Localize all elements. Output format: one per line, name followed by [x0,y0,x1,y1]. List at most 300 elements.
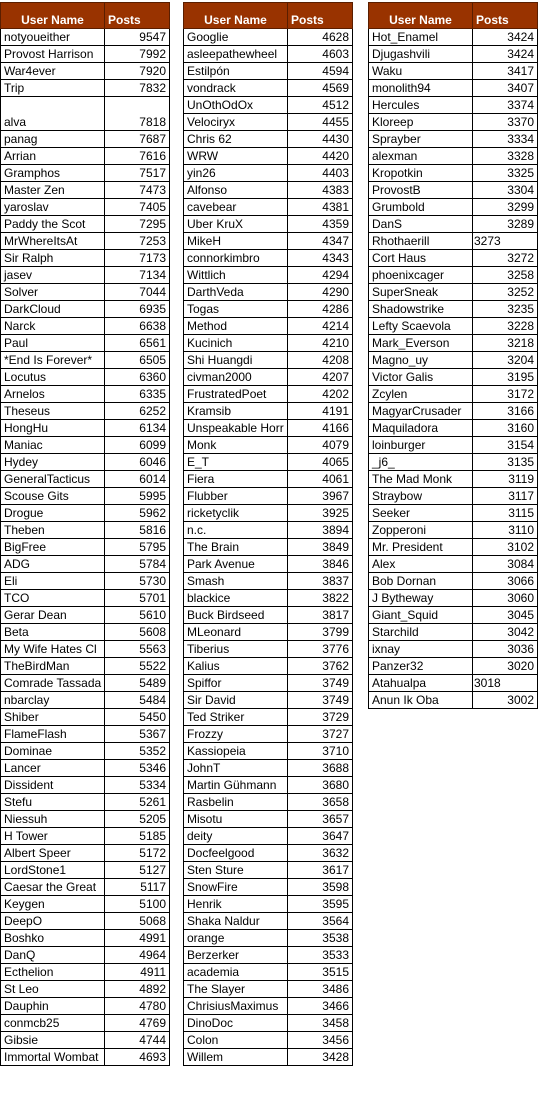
table-row [1,811,170,828]
posts-cell: 3252 [473,284,538,301]
user-name-cell: Victor Galis [369,369,473,386]
posts-cell: 7818 [105,97,170,131]
table-row [1,46,170,63]
user-name-cell: SuperSneak [369,284,473,301]
table-row [184,811,353,828]
table-row [369,301,538,318]
user-name-cell: FlameFlash [1,726,105,743]
user-name-cell: Kramsib [184,403,288,420]
posts-cell: 3822 [288,590,353,607]
table-row [369,692,538,709]
table-row [1,386,170,403]
posts-cell: 3304 [473,182,538,199]
table-row [184,692,353,709]
table-row [184,250,353,267]
posts-cell: 3235 [473,301,538,318]
user-name-cell: Narck [1,318,105,335]
table-row [1,471,170,488]
user-name-cell: Ted Striker [184,709,288,726]
posts-cell: 7134 [105,267,170,284]
posts-cell: 3084 [473,556,538,573]
table-row [1,1049,170,1066]
table-row [1,930,170,947]
user-name-cell: Immortal Wombat [1,1049,105,1066]
user-name-cell: Comrade Tassada [1,675,105,692]
user-name-cell: Waku [369,63,473,80]
table-row [184,199,353,216]
table-row [1,437,170,454]
posts-cell: 5172 [105,845,170,862]
user-name-cell: Spiffor [184,675,288,692]
table-row [369,182,538,199]
posts-cell: 3135 [473,454,538,471]
user-name-cell: Flubber [184,488,288,505]
user-name-cell: Park Avenue [184,556,288,573]
posts-cell: 4744 [105,1032,170,1049]
posts-cell: 3160 [473,420,538,437]
user-name-cell: Alex [369,556,473,573]
posts-cell: 4892 [105,981,170,998]
user-name-cell: Mark_Everson [369,335,473,352]
user-name-cell: Keygen [1,896,105,913]
user-name-cell: ADG [1,556,105,573]
user-name-cell: Kucinich [184,335,288,352]
table-row [1,335,170,352]
table-row [184,114,353,131]
user-name-cell: Monk [184,437,288,454]
table-row [1,420,170,437]
posts-cell: 3647 [288,828,353,845]
table-row [1,947,170,964]
user-name-cell: Fiera [184,471,288,488]
user-name-cell: Seeker [369,505,473,522]
table-row [184,726,353,743]
table-row [369,114,538,131]
user-name-cell: Master Zen [1,182,105,199]
posts-cell: 7044 [105,284,170,301]
table-row [184,454,353,471]
table-row [369,522,538,539]
table-row [1,726,170,743]
posts-cell: 4430 [288,131,353,148]
posts-cell: 3258 [473,267,538,284]
table-row [184,930,353,947]
table-row [369,352,538,369]
posts-cell: 3710 [288,743,353,760]
table-row [184,862,353,879]
user-name-cell: deity [184,828,288,845]
posts-cell: 3595 [288,896,353,913]
table-row [184,1032,353,1049]
posts-cell: 3060 [473,590,538,607]
posts-cell: 3727 [288,726,353,743]
table-row [1,318,170,335]
user-name-cell: The Brain [184,539,288,556]
posts-cell: 3172 [473,386,538,403]
posts-cell: 7992 [105,46,170,63]
user-name-header: User Name [369,3,473,29]
user-name-cell: Berzerker [184,947,288,964]
user-name-cell: Giant_Squid [369,607,473,624]
user-name-cell: Boshko [1,930,105,947]
user-name-cell: loinburger [369,437,473,454]
table-row [369,437,538,454]
table-row [1,692,170,709]
table-row [184,624,353,641]
user-name-cell: Sir Ralph [1,250,105,267]
user-name-cell: Buck Birdseed [184,607,288,624]
table-row [1,505,170,522]
user-name-cell: LordStone1 [1,862,105,879]
table-row [369,454,538,471]
posts-cell: 3102 [473,539,538,556]
posts-cell: 5367 [105,726,170,743]
table-row [369,641,538,658]
table-row [184,182,353,199]
user-name-cell: Martin Gühmann [184,777,288,794]
posts-cell: 4214 [288,318,353,335]
table-row [184,556,353,573]
posts-header: Posts [473,3,538,29]
table-row [1,131,170,148]
user-name-cell: WRW [184,148,288,165]
user-name-cell: ricketyclik [184,505,288,522]
user-name-cell: Chris 62 [184,131,288,148]
posts-cell: 3849 [288,539,353,556]
user-name-cell: SnowFire [184,879,288,896]
posts-cell: 3119 [473,471,538,488]
user-name-cell: Djugashvili [369,46,473,63]
user-name-cell: Lancer [1,760,105,777]
user-name-cell: Method [184,318,288,335]
user-name-cell: The Mad Monk [369,471,473,488]
posts-cell: 6638 [105,318,170,335]
user-name-cell: Solver [1,284,105,301]
user-name-cell: alexman [369,148,473,165]
user-name-cell: yin26 [184,165,288,182]
table-row [1,29,170,46]
table-row [184,845,353,862]
user-name-cell: MikeH [184,233,288,250]
table-row [1,352,170,369]
user-name-cell: War4ever [1,63,105,80]
user-name-cell: HongHu [1,420,105,437]
table-row [1,522,170,539]
posts-cell: 4359 [288,216,353,233]
table-row [369,46,538,63]
posts-cell: 4991 [105,930,170,947]
user-name-cell: JohnT [184,760,288,777]
posts-cell: 4191 [288,403,353,420]
user-name-cell: Sir David [184,692,288,709]
user-name-cell: Theseus [1,403,105,420]
user-name-cell: ProvostB [369,182,473,199]
user-name-cell: alva [1,97,105,131]
user-name-cell: Stefu [1,794,105,811]
table-row [369,505,538,522]
posts-cell: 4207 [288,369,353,386]
posts-header: Posts [105,3,170,29]
posts-cell: 3533 [288,947,353,964]
user-name-cell: H Tower [1,828,105,845]
posts-cell: 3776 [288,641,353,658]
posts-cell: 3370 [473,114,538,131]
posts-cell: 5795 [105,539,170,556]
table-row [184,539,353,556]
posts-cell: 4383 [288,182,353,199]
posts-cell: 6046 [105,454,170,471]
posts-cell: 3117 [473,488,538,505]
table-row [184,743,353,760]
table-row [369,199,538,216]
posts-cell: 6561 [105,335,170,352]
user-name-cell: Zopperoni [369,522,473,539]
table-row [369,556,538,573]
table-row [1,488,170,505]
user-name-cell: Hydey [1,454,105,471]
user-name-cell: DarkCloud [1,301,105,318]
posts-cell: 3154 [473,437,538,454]
table-row [369,590,538,607]
posts-cell: 3466 [288,998,353,1015]
user-name-cell: n.c. [184,522,288,539]
user-name-cell: Grumbold [369,199,473,216]
table-row [1,80,170,97]
posts-cell: 7517 [105,165,170,182]
table-row [184,760,353,777]
table-row [1,709,170,726]
posts-cell: 3817 [288,607,353,624]
user-name-cell: Maniac [1,437,105,454]
table-row [184,590,353,607]
user-name-cell: Wittlich [184,267,288,284]
user-name-cell: Arrian [1,148,105,165]
user-name-cell: orange [184,930,288,947]
user-name-cell: Zcylen [369,386,473,403]
posts-cell: 4403 [288,165,353,182]
posts-cell: 6014 [105,471,170,488]
user-name-cell: Maquiladora [369,420,473,437]
posts-cell: 4769 [105,1015,170,1032]
user-name-cell: civman2000 [184,369,288,386]
table-row [1,981,170,998]
table-row [184,403,353,420]
user-name-cell: Willem [184,1049,288,1066]
user-name-cell: Kloreep [369,114,473,131]
user-name-cell: E_T [184,454,288,471]
posts-cell: 4964 [105,947,170,964]
table-row [184,607,353,624]
posts-cell: 5816 [105,522,170,539]
user-name-cell: FrustratedPoet [184,386,288,403]
posts-cell: 3228 [473,318,538,335]
table-row [1,284,170,301]
user-name-cell: Dissident [1,777,105,794]
table-row [184,794,353,811]
table-row [184,998,353,1015]
table-row [1,1032,170,1049]
user-name-cell: Tiberius [184,641,288,658]
table-row [184,301,353,318]
table-row [184,1049,353,1066]
posts-cell: 3272 [473,250,538,267]
table-row [1,556,170,573]
posts-cell: 6360 [105,369,170,386]
user-name-cell: cavebear [184,199,288,216]
table-row [184,947,353,964]
table-row [369,335,538,352]
posts-cell: 4210 [288,335,353,352]
posts-cell: 7616 [105,148,170,165]
posts-cell: 3374 [473,97,538,114]
posts-cell: 3729 [288,709,353,726]
posts-table-2 [183,2,353,1066]
posts-cell: 6935 [105,301,170,318]
table-row [1,216,170,233]
table-row [184,709,353,726]
user-name-cell: yaroslav [1,199,105,216]
posts-cell: 3018 [473,675,538,692]
table-row [184,573,353,590]
posts-cell: 4455 [288,114,353,131]
table-row [369,318,538,335]
user-name-cell: nbarclay [1,692,105,709]
user-name-cell: Docfeelgood [184,845,288,862]
table-row [1,964,170,981]
posts-cell: 5450 [105,709,170,726]
posts-cell: 3002 [473,692,538,709]
posts-cell: 7295 [105,216,170,233]
posts-cell: 4603 [288,46,353,63]
table-row [184,1015,353,1032]
posts-cell: 5484 [105,692,170,709]
user-name-cell: MrWhereItsAt [1,233,105,250]
user-name-cell: Atahualpa [369,675,473,692]
table-row [184,488,353,505]
user-name-cell: DeepO [1,913,105,930]
user-name-cell: TCO [1,590,105,607]
posts-cell: 3925 [288,505,353,522]
table-row [369,539,538,556]
posts-cell: 3066 [473,573,538,590]
posts-cell: 5127 [105,862,170,879]
posts-cell: 3894 [288,522,353,539]
user-name-cell: Gerar Dean [1,607,105,624]
posts-cell: 4202 [288,386,353,403]
table-row [184,29,353,46]
user-name-cell: vondrack [184,80,288,97]
user-name-cell: Beta [1,624,105,641]
posts-cell: 4381 [288,199,353,216]
table-row [369,216,538,233]
table-row [369,488,538,505]
user-name-cell: Drogue [1,505,105,522]
posts-cell: 3688 [288,760,353,777]
posts-cell: 5068 [105,913,170,930]
posts-cell: 4294 [288,267,353,284]
posts-cell: 4512 [288,97,353,114]
user-name-cell: Theben [1,522,105,539]
posts-cell: 4343 [288,250,353,267]
user-name-cell: TheBirdMan [1,658,105,675]
posts-cell: 3598 [288,879,353,896]
table-row [1,165,170,182]
table-row [184,267,353,284]
user-name-cell: Estilpón [184,63,288,80]
user-name-cell: Caesar the Great [1,879,105,896]
user-name-cell: Dauphin [1,998,105,1015]
table-row [1,250,170,267]
user-name-cell: Lefty Scaevola [369,318,473,335]
table-row [184,216,353,233]
posts-cell: 3456 [288,1032,353,1049]
table-row [1,233,170,250]
table-row [184,233,353,250]
user-name-cell: Ecthelion [1,964,105,981]
user-name-cell: Hot_Enamel [369,29,473,46]
user-name-cell: ixnay [369,641,473,658]
posts-cell: 5610 [105,607,170,624]
user-name-cell: Velociryx [184,114,288,131]
table-row [1,913,170,930]
user-name-cell: Paddy the Scot [1,216,105,233]
user-name-cell: connorkimbro [184,250,288,267]
table-row [1,573,170,590]
user-name-cell: Locutus [1,369,105,386]
user-name-cell: panag [1,131,105,148]
posts-table-1 [0,2,170,1066]
posts-cell: 5117 [105,879,170,896]
posts-cell: 7687 [105,131,170,148]
table-row [1,148,170,165]
posts-cell: 4079 [288,437,353,454]
posts-cell: 3458 [288,1015,353,1032]
user-name-cell: Togas [184,301,288,318]
posts-cell: 5730 [105,573,170,590]
posts-cell: 5346 [105,760,170,777]
user-name-cell: Bob Dornan [369,573,473,590]
posts-header: Posts [288,3,353,29]
user-name-cell: Uber KruX [184,216,288,233]
posts-cell: 3837 [288,573,353,590]
user-name-cell: asleepathewheel [184,46,288,63]
posts-cell: 3204 [473,352,538,369]
table-row [184,131,353,148]
table-row [184,913,353,930]
table-row [369,165,538,182]
user-name-cell: Eli [1,573,105,590]
table-row [184,641,353,658]
table-row [184,879,353,896]
user-name-cell: academia [184,964,288,981]
table-row [184,522,353,539]
posts-cell: 3334 [473,131,538,148]
table-row [184,896,353,913]
posts-cell: 6099 [105,437,170,454]
table-row [184,505,353,522]
user-name-cell: Shaka Naldur [184,913,288,930]
user-name-cell: Frozzy [184,726,288,743]
posts-cell: 5608 [105,624,170,641]
user-name-cell: Misotu [184,811,288,828]
table-row [369,29,538,46]
table-row [1,539,170,556]
table-row [1,743,170,760]
table-row [1,301,170,318]
posts-cell: 4911 [105,964,170,981]
table-row [369,420,538,437]
user-name-cell: Googlie [184,29,288,46]
